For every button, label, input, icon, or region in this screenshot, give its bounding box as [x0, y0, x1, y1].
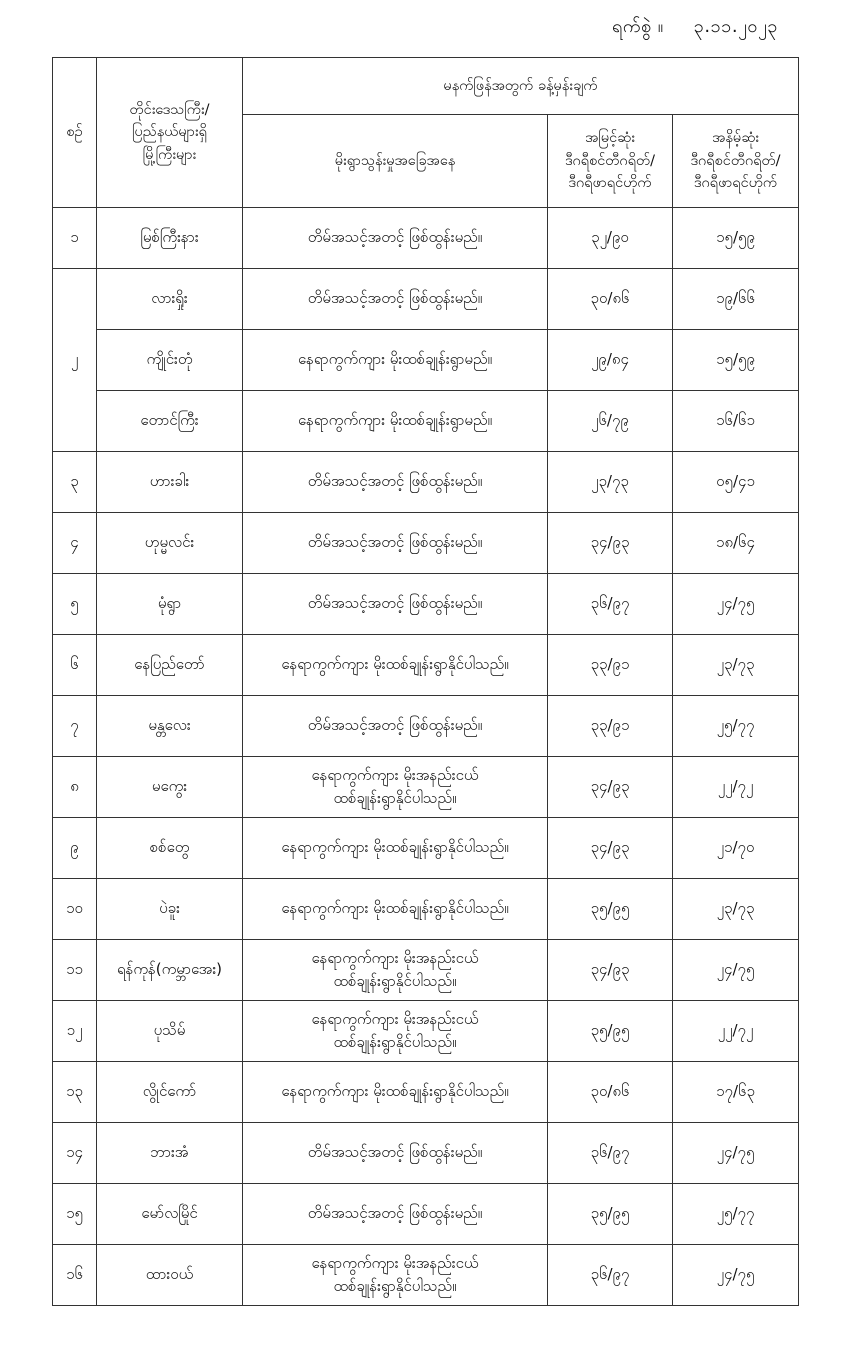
table-row — [53, 330, 799, 391]
date-label: ရက်စွဲ ။ — [612, 16, 664, 37]
city-name: မော်လမြိုင် — [97, 1184, 243, 1245]
header-min-temp: အနိမ့်ဆုံး ဒီဂရီစင်တီဂရိတ်/ ဒီဂရီဖာရင်ဟိုက် — [673, 115, 799, 208]
rain-condition: နေရာကွက်ကျား မိုးအနည်းငယ် ထစ်ချုန်းရွာနိုင်ပါသည်။ — [243, 757, 548, 818]
max-temp: ၃၃/၉၁ — [548, 635, 673, 696]
table-row — [53, 635, 799, 696]
rain-condition: တိမ်အသင့်အတင့် ဖြစ်ထွန်းမည်။ — [243, 696, 548, 757]
max-temp: ၃၄/၉၃ — [548, 940, 673, 1001]
date-value: ၃.၁၁.၂၀၂၃ — [693, 16, 779, 37]
max-temp: ၃၆/၉၇ — [548, 1245, 673, 1306]
city-name: လွိုင်ကော် — [97, 1062, 243, 1123]
row-number: ၁၀ — [53, 879, 97, 940]
min-temp: ၂၄/၇၅ — [673, 574, 799, 635]
rain-condition: နေရာကွက်ကျား မိုးအနည်းငယ် ထစ်ချုန်းရွာနိုင်ပါသည်။ — [243, 940, 548, 1001]
row-number: ၇ — [53, 696, 97, 757]
city-name: နေပြည်တော် — [97, 635, 243, 696]
header-max-temp: အမြင့်ဆုံး ဒီဂရီစင်တီဂရိတ်/ ဒီဂရီဖာရင်ဟိုက် — [548, 115, 673, 208]
min-temp: ၂၄/၇၅ — [673, 940, 799, 1001]
table-row — [53, 1184, 799, 1245]
min-temp: ၂၂/၇၂ — [673, 757, 799, 818]
max-temp: ၃၅/၉၅ — [548, 1001, 673, 1062]
max-temp: ၃၆/၉၇ — [548, 1123, 673, 1184]
row-number: ၅ — [53, 574, 97, 635]
rain-condition: တိမ်အသင့်အတင့် ဖြစ်ထွန်းမည်။ — [243, 269, 548, 330]
min-temp: ၂၄/၇၅ — [673, 1245, 799, 1306]
rain-condition: နေရာကွက်ကျား မိုးထစ်ချုန်းရွာမည်။ — [243, 330, 548, 391]
header-condition: မိုးရွာသွန်းမှုအခြေအနေ — [243, 115, 548, 208]
rain-condition: တိမ်အသင့်အတင့် ဖြစ်ထွန်းမည်။ — [243, 1184, 548, 1245]
max-temp: ၃၅/၉၅ — [548, 879, 673, 940]
max-temp: ၃၀/၈၆ — [548, 269, 673, 330]
table-row — [53, 696, 799, 757]
city-name: ရန်ကုန်(ကမ္ဘာအေး) — [97, 940, 243, 1001]
rain-condition: တိမ်အသင့်အတင့် ဖြစ်ထွန်းမည်။ — [243, 208, 548, 269]
date-line — [612, 14, 812, 41]
row-number: ၁၄ — [53, 1123, 97, 1184]
table-row — [53, 391, 799, 452]
min-temp: ၁၇/၆၃ — [673, 1062, 799, 1123]
table-row — [53, 1123, 799, 1184]
table-row — [53, 1062, 799, 1123]
min-temp: ၂၅/၇၇ — [673, 1184, 799, 1245]
city-name: ဟုမ္မလင်း — [97, 513, 243, 574]
city-name: လားရှိုး — [97, 269, 243, 330]
rain-condition: နေရာကွက်ကျား မိုးထစ်ချုန်းရွာနိုင်ပါသည်။ — [243, 635, 548, 696]
row-number: ၁၃ — [53, 1062, 97, 1123]
table-row — [53, 574, 799, 635]
row-number: ၉ — [53, 818, 97, 879]
max-temp: ၃၀/၈၆ — [548, 1062, 673, 1123]
city-name: ဘားအံ — [97, 1123, 243, 1184]
rain-condition: နေရာကွက်ကျား မိုးထစ်ချုန်းရွာနိုင်ပါသည်။ — [243, 879, 548, 940]
rain-condition: တိမ်အသင့်အတင့် ဖြစ်ထွန်းမည်။ — [243, 574, 548, 635]
city-name: မကွေး — [97, 757, 243, 818]
rain-condition: နေရာကွက်ကျား မိုးအနည်းငယ် ထစ်ချုန်းရွာနိုင်ပါသည်။ — [243, 1001, 548, 1062]
rain-condition: နေရာကွက်ကျား မိုးထစ်ချုန်းရွာနိုင်ပါသည်။ — [243, 818, 548, 879]
table-row — [53, 452, 799, 513]
rain-condition: တိမ်အသင့်အတင့် ဖြစ်ထွန်းမည်။ — [243, 1123, 548, 1184]
max-temp: ၃၂/၉၀ — [548, 208, 673, 269]
table-row — [53, 757, 799, 818]
rain-condition: နေရာကွက်ကျား မိုးအနည်းငယ် ထစ်ချုန်းရွာနိုင်ပါသည်။ — [243, 1245, 548, 1306]
table-row — [53, 513, 799, 574]
city-name: ထားဝယ် — [97, 1245, 243, 1306]
city-name: စစ်တွေ — [97, 818, 243, 879]
row-number: ၄ — [53, 513, 97, 574]
min-temp: ၁၉/၆၆ — [673, 269, 799, 330]
row-number: ၁၁ — [53, 940, 97, 1001]
max-temp: ၂၉/၈၄ — [548, 330, 673, 391]
rain-condition: တိမ်အသင့်အတင့် ဖြစ်ထွန်းမည်။ — [243, 513, 548, 574]
min-temp: ၁၆/၆၁ — [673, 391, 799, 452]
rain-condition: နေရာကွက်ကျား မိုးထစ်ချုန်းရွာနိုင်ပါသည်။ — [243, 1062, 548, 1123]
city-name: ဟားခါး — [97, 452, 243, 513]
header-no: စဉ် — [53, 58, 97, 208]
max-temp: ၃၃/၉၁ — [548, 696, 673, 757]
max-temp: ၂၃/၇၃ — [548, 452, 673, 513]
max-temp: ၃၆/၉၇ — [548, 574, 673, 635]
max-temp: ၃၄/၉၃ — [548, 818, 673, 879]
table-row — [53, 269, 799, 330]
min-temp: ၁၅/၅၉ — [673, 208, 799, 269]
city-name: မုံရွာ — [97, 574, 243, 635]
min-temp: ၂၂/၇၂ — [673, 1001, 799, 1062]
min-temp: ၁၅/၅၉ — [673, 330, 799, 391]
min-temp: ၁၈/၆၄ — [673, 513, 799, 574]
row-number: ၂ — [53, 269, 97, 452]
row-number: ၁ — [53, 208, 97, 269]
rain-condition: တိမ်အသင့်အတင့် ဖြစ်ထွန်းမည်။ — [243, 452, 548, 513]
header-city: တိုင်းဒေသကြီး/ ပြည်နယ်များရှိ မြို့ကြီးများ — [97, 58, 243, 208]
city-name: ပဲခူး — [97, 879, 243, 940]
table-body — [53, 208, 799, 1306]
header-forecast-group: မနက်ဖြန်အတွက် ခန့်မှန်းချက် — [243, 58, 799, 115]
rain-condition: နေရာကွက်ကျား မိုးထစ်ချုန်းရွာမည်။ — [243, 391, 548, 452]
row-number: ၈ — [53, 757, 97, 818]
city-name: မြစ်ကြီးနား — [97, 208, 243, 269]
city-name: မန္တလေး — [97, 696, 243, 757]
min-temp: ၂၅/၇၇ — [673, 696, 799, 757]
table-row — [53, 1001, 799, 1062]
max-temp: ၃၄/၉၃ — [548, 757, 673, 818]
row-number: ၃ — [53, 452, 97, 513]
table-row — [53, 818, 799, 879]
table-row — [53, 940, 799, 1001]
min-temp: ၀၅/၄၁ — [673, 452, 799, 513]
city-name: တောင်ကြီး — [97, 391, 243, 452]
row-number: ၆ — [53, 635, 97, 696]
max-temp: ၂၆/၇၉ — [548, 391, 673, 452]
city-name: ကျိုင်းတုံ — [97, 330, 243, 391]
min-temp: ၂၄/၇၅ — [673, 1123, 799, 1184]
table-row — [53, 208, 799, 269]
min-temp: ၂၃/၇၃ — [673, 635, 799, 696]
row-number: ၁၆ — [53, 1245, 97, 1306]
min-temp: ၂၁/၇၀ — [673, 818, 799, 879]
row-number: ၁၂ — [53, 1001, 97, 1062]
forecast-table — [52, 57, 799, 1306]
row-number: ၁၅ — [53, 1184, 97, 1245]
max-temp: ၃၄/၉၃ — [548, 513, 673, 574]
max-temp: ၃၅/၉၅ — [548, 1184, 673, 1245]
city-name: ပုသိမ် — [97, 1001, 243, 1062]
min-temp: ၂၃/၇၃ — [673, 879, 799, 940]
table-row — [53, 879, 799, 940]
table-row — [53, 1245, 799, 1306]
